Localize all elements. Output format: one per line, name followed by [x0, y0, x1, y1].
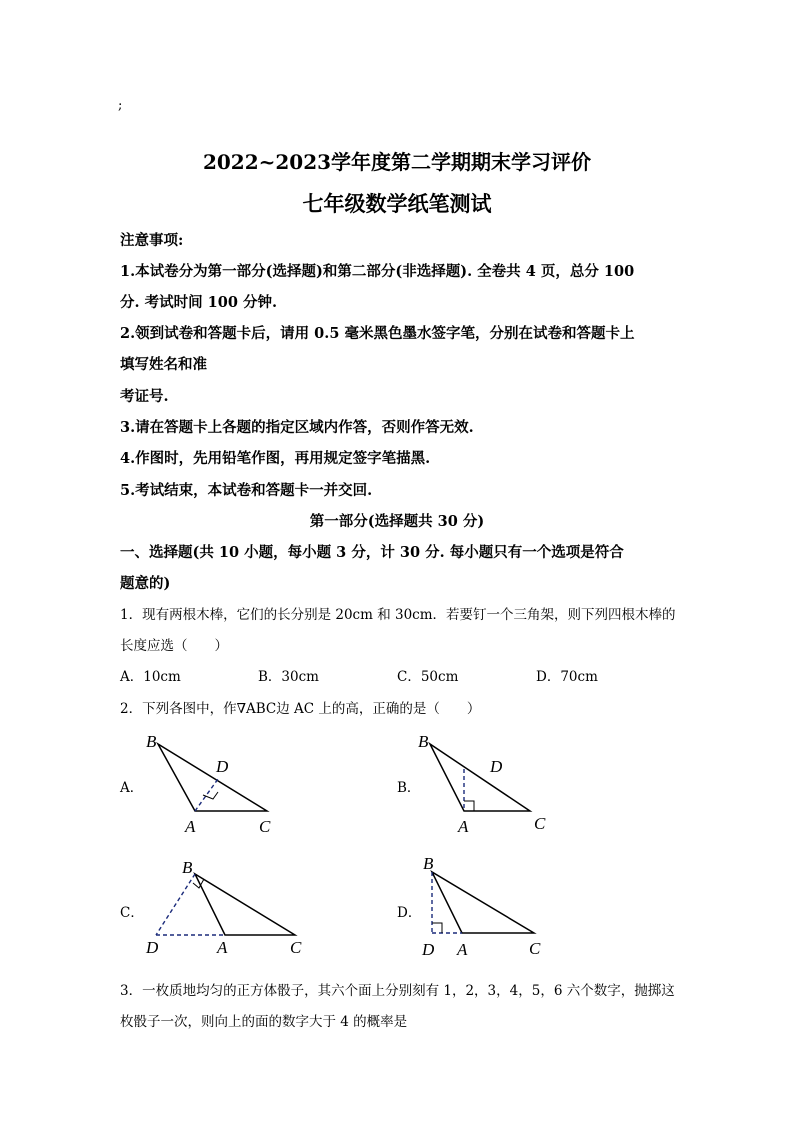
- right-angle-mark: [464, 801, 474, 811]
- q2-option-d-label: D．: [397, 905, 422, 921]
- point-label-b: B: [418, 732, 429, 751]
- point-label-c: C: [259, 817, 271, 836]
- part1-heading: 第一部分(选择题共 30 分): [309, 513, 485, 530]
- q2-figure-c: [140, 852, 315, 960]
- q1-stem-line1: 1．现有两根木棒，它们的长分别是 20cm 和 30cm．若要钉一个三角架，则下列四根木棒的: [120, 607, 676, 623]
- height-line-1: [156, 874, 195, 935]
- notes-line: 分. 考试时间 100 分钟.: [120, 294, 278, 311]
- q1-option-d: D．70cm: [536, 669, 598, 685]
- point-label-a: A: [217, 938, 228, 957]
- q1-option-a: A．10cm: [120, 669, 181, 685]
- exam-title: 2022~2023学年度第二学期期末学习评价: [202, 150, 592, 174]
- q2-figure-a: [140, 726, 290, 838]
- point-label-d: D: [490, 757, 503, 776]
- point-label-d: D: [216, 757, 229, 776]
- height-line: [195, 779, 218, 811]
- right-angle-mark: [203, 792, 218, 799]
- point-label-d: D: [146, 938, 159, 957]
- top-mark: ;: [118, 98, 123, 113]
- q1-option-c: C．50cm: [397, 669, 459, 685]
- notes-line: 1.本试卷分为第一部分(选择题)和第二部分(非选择题). 全卷共 4 页，总分 100: [120, 263, 635, 280]
- section-heading-line2: 题意的): [120, 575, 171, 592]
- notes-line: 2.领到试卷和答题卡后，请用 0.5 毫米黑色墨水签字笔，分别在试卷和答题卡上: [120, 325, 635, 342]
- point-label-b: B: [423, 854, 434, 873]
- notes-line: 4.作图时，先用铅笔作图，再用规定签字笔描黑.: [120, 450, 431, 467]
- q1-stem-line2: 长度应选（ ）: [120, 638, 228, 654]
- right-angle-mark: [432, 923, 442, 933]
- notes-line: 填写姓名和准: [120, 356, 207, 373]
- section-heading-line1: 一、选择题(共 10 小题，每小题 3 分，计 30 分. 每小题只有一个选项是符合: [120, 544, 624, 561]
- notes-line: 3.请在答题卡上各题的指定区域内作答，否则作答无效.: [120, 419, 474, 436]
- q2-figure-d: [412, 852, 562, 962]
- triangle-abc: [432, 872, 534, 933]
- q2-figure-b: [412, 726, 562, 838]
- q1-option-b: B．30cm: [258, 669, 319, 685]
- notes-heading: 注意事项:: [120, 232, 184, 249]
- point-label-a: A: [185, 817, 196, 836]
- triangle-abc: [195, 874, 295, 935]
- triangle-abc: [430, 744, 530, 811]
- point-label-d: D: [422, 940, 435, 959]
- q3-stem-line1: 3．一枚质地均匀的正方体骰子，其六个面上分别刻有 1，2，3，4，5，6 六个数字，抛掷这: [120, 983, 675, 999]
- q2-option-a-label: A．: [120, 780, 144, 796]
- notes-line: 考证号.: [120, 388, 169, 405]
- point-label-c: C: [290, 938, 302, 957]
- q2-option-c-label: C．: [120, 905, 144, 921]
- point-label-c: C: [534, 814, 546, 833]
- q2-stem: 2．下列各图中，作∇ABC边 AC 上的高，正确的是（ ）: [120, 701, 481, 717]
- point-label-a: A: [457, 940, 468, 959]
- point-label-b: B: [146, 732, 157, 751]
- q3-stem-line2: 枚骰子一次，则向上的面的数字大于 4 的概率是: [120, 1014, 408, 1030]
- point-label-c: C: [529, 939, 541, 958]
- point-label-a: A: [458, 817, 469, 836]
- exam-subtitle: 七年级数学纸笔测试: [302, 191, 492, 216]
- notes-line: 5.考试结束，本试卷和答题卡一并交回.: [120, 482, 373, 499]
- triangle-abc: [158, 744, 267, 811]
- point-label-b: B: [182, 858, 193, 877]
- q2-option-b-label: B．: [397, 780, 421, 796]
